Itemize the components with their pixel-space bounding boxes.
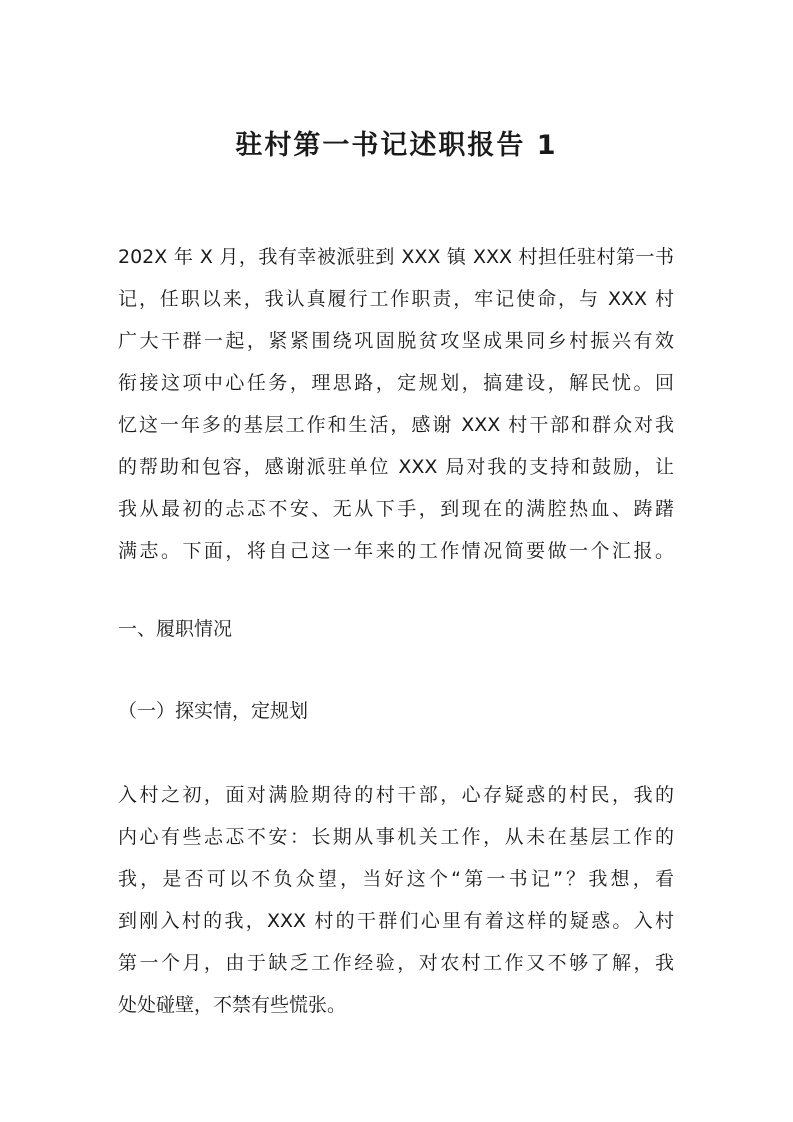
paragraph-line: 忆这一年多的基层工作和生活，感谢 XXX 村干部和群众对我 (118, 414, 674, 436)
paragraph-line: 202X 年 X 月，我有幸被派驻到 XXX 镇 XXX 村担任驻村第一书 (118, 246, 674, 268)
paragraph-line: 衔接这项中心任务，理思路，定规划，搞建设，解民忧。回 (118, 372, 674, 394)
document-title: 驻村第一书记述职报告 1 (235, 130, 558, 161)
paragraph-line: 到刚入村的我，XXX 村的干群们心里有着这样的疑惑。入村 (118, 910, 674, 932)
paragraph-line: 记，任职以来，我认真履行工作职责，牢记使命，与 XXX 村 (118, 288, 674, 310)
intro-paragraph (118, 236, 674, 572)
section-heading: 一、履职情况 (118, 618, 233, 640)
paragraph-line: 广大干群一起，紧紧围绕巩固脱贫攻坚成果同乡村振兴有效 (118, 330, 674, 352)
paragraph-line: 的帮助和包容，感谢派驻单位 XXX 局对我的支持和鼓励，让 (118, 456, 674, 478)
paragraph-line: 我从最初的忐忑不安、无从下手，到现在的满腔热血、踌躇 (118, 498, 674, 520)
paragraph-line: 我，是否可以不负众望，当好这个“第一书记”？我想，看 (118, 868, 674, 890)
body-paragraph (118, 774, 674, 1026)
paragraph-line: 内心有些忐忑不安：长期从事机关工作，从未在基层工作的 (118, 826, 674, 848)
subsection-heading: （一）探实情，定规划 (118, 700, 309, 722)
paragraph-line: 第一个月，由于缺乏工作经验，对农村工作又不够了解，我 (118, 952, 674, 974)
paragraph-line: 入村之初，面对满脸期待的村干部，心存疑惑的村民，我的 (118, 784, 674, 806)
paragraph-line: 处处碰壁，不禁有些慌张。 (118, 994, 347, 1016)
paragraph-line: 满志。下面，将自己这一年来的工作情况简要做一个汇报。 (118, 540, 674, 562)
